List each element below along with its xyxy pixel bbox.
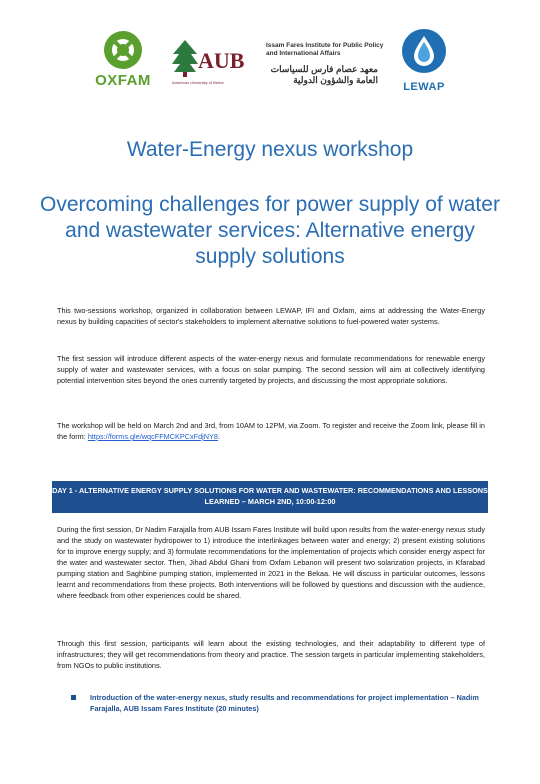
registration-text: The workshop will be held on March 2nd and 3rd, from 10AM to 12PM, via Zoom. To register and receive the Zoom link, please fill in the form: [57, 421, 485, 441]
intro-paragraph-2: The first session will introduce different aspects of the water-energy nexus and formulate recommendations for renewable energy supply of water and wastewater services, with a focus on solar pumping. The second session will aim at collectively identifying potential intervention sites beyond the ones currently targeted by projects, and discussing the most appropriate solutions. [57, 354, 485, 385]
aub-logo [170, 36, 262, 90]
lewap-drop-icon [401, 28, 447, 74]
ifi-name-ar: معهد عصام فارس للسياسات العامة والشؤون الدولية [270, 64, 378, 85]
agenda-item-text: Introduction of the water-energy nexus, study results and recommendations for project implementation – Nadim Farajalla, AUB Issam Fares Institute (20 minutes) [90, 693, 479, 713]
registration-end: . [218, 432, 221, 441]
ifi-name-en: Issam Fares Institute for Public Policy and International Affairs [266, 42, 384, 57]
aub-name: AUB [198, 48, 245, 73]
workshop-subtitle: Overcoming challenges for power supply of water and wastewater services: Alternative energy supply solutions [40, 193, 500, 268]
intro-paragraph-3 [57, 420, 485, 442]
day1-paragraph-2: Through this first session, participants will learn about the existing technologies, and their adaptability to different type of infrastructures; they will get recommendations from theory and practice. The session targets in particular implementing stakeholders, from NGOs to public institutions. [57, 639, 485, 670]
bullet-icon [71, 695, 76, 700]
aub-subtitle: American University of Beirut [172, 80, 224, 85]
oxfam-icon [103, 30, 143, 70]
oxfam-name: OXFAM [95, 72, 151, 89]
registration-link[interactable]: https://forms.gle/wqcFFMCKPCxFdjNY8 [87, 432, 218, 441]
workshop-title: Water-Energy nexus workshop [126, 138, 414, 161]
agenda-item [71, 692, 485, 714]
ifi-logo [266, 42, 396, 86]
day1-heading: DAY 1 - ALTERNATIVE ENERGY SUPPLY SOLUTIONS FOR WATER AND WASTEWATER: RECOMMENDATIONS AND LESSONS LEARNED – MARCH 2ND, 10:00-12:00 [52, 481, 488, 513]
day1-paragraph-1: During the first session, Dr Nadim Farajalla from AUB Issam Fares Institute will build upon results from the water-energy nexus study and the study on wastewater hydropower to 1) introduce the interlinkages between water and energy; 2) present existing solutions for to improve energy supply; and 3) formulate recommendations for the implementation of projects which consider energy aspect for the water and wastewater sector. Then, Jihad Abdul Ghani from Oxfam Lebanon will present two solarization projects, in Kfarabad pumping station and Saghbine pumping station, implemented in 2021 in the Bekaa. He will discuss in particular outcomes, lessons learnt and recommendations from these projects. Both interventions will be followed by questions and discussion with the audience, where feedback from other experiences could be shared. [57, 525, 485, 600]
oxfam-logo [92, 30, 154, 89]
lewap-logo [398, 28, 450, 93]
logo-row [0, 28, 540, 108]
intro-paragraph-1: This two-sessions workshop, organized in collaboration between LEWAP, IFI and Oxfam, aims at addressing the Water-Energy nexus by building capacities of sector's stakeholders to implement alternative solutions to fuel-powered water systems. [57, 306, 485, 326]
lewap-name: LEWAP [403, 81, 445, 93]
cedar-icon [170, 38, 200, 78]
